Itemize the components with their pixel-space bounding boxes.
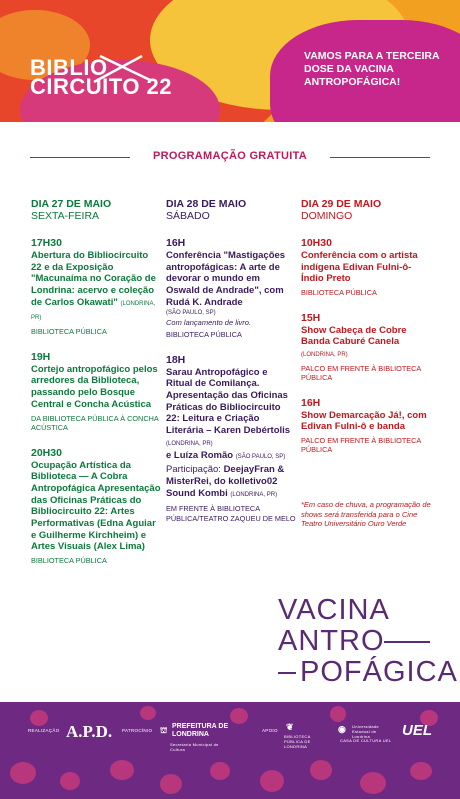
event-time: 20H30: [31, 446, 62, 459]
event-participation: [166, 464, 296, 501]
event-description: Show Demarcação Já!, com Edivan Fulni-ô e banda: [301, 409, 427, 433]
event-place: PALCO EM FRENTE À BIBLIOTECA PÚBLICA: [301, 363, 421, 383]
rain-note: *Em caso de chuva, a programação de shows será transferida para o Cine Teatro Universitário Ouro Verde: [301, 500, 431, 528]
footer-dot: [360, 772, 386, 794]
event-location-small: (LONDRINA, PR): [230, 491, 278, 498]
day-weekday: DOMINGO: [301, 210, 353, 222]
logo-line1: BIBLIO: [30, 55, 108, 80]
footer-dot: [210, 762, 230, 780]
event-description: Cortejo antropofágico pelos arredores da Biblioteca, passando pelo Bosque Central e Concha Acústica: [31, 363, 158, 410]
footer-dot: [310, 760, 332, 780]
day-date: DIA 28 DE MAIO: [166, 198, 247, 210]
crossed-lines-icon: [92, 52, 152, 84]
day-column-28: [166, 198, 296, 537]
footer-dot: [60, 772, 80, 790]
vacina-line2: ANTRO: [278, 625, 385, 657]
event-place: PALCO EM FRENTE À BIBLIOTECA PÚBLICA: [301, 435, 421, 455]
event-time: 18H: [166, 353, 186, 366]
event-description: [31, 250, 161, 324]
event-place: DA BIBLIOTECA PÚBLICA À CONCHA ACÚSTICA: [31, 413, 159, 433]
wordmark-rule: [384, 641, 430, 643]
footer-dot: [230, 708, 248, 724]
event: [31, 351, 161, 433]
prefeitura-logo: [172, 723, 228, 739]
footer-dot: [260, 770, 284, 792]
event-note: Com lançamento de livro.: [166, 317, 252, 327]
event-description: Conferência "Mastigações antropofágicas: A arte de devorar o mundo em Oswald de Andrade", com Rudá K. Andrade: [166, 250, 286, 308]
footer-dot: [10, 762, 36, 784]
prefeitura-line1: PREFEITURA DE: [172, 723, 229, 730]
day-column-27: [31, 198, 161, 580]
event-description: Conferência com o artista indígena Edivan Fulni-ô-Índio Preto: [301, 250, 418, 285]
event-place: EM FRENTE À BIBLIOTECA PÚBLICA/TEATRO ZAQUEU DE MELO: [166, 504, 296, 523]
event-location-small: (SÃO PAULO, SP): [235, 454, 286, 461]
event-time: 15H: [301, 311, 321, 324]
day-date: DIA 27 DE MAIO: [31, 198, 112, 210]
sponsors-footer: [0, 702, 460, 799]
footer-dot: [160, 774, 182, 794]
event-description-2: [166, 450, 296, 464]
apd-logo: A.P.D.: [66, 722, 113, 741]
header-banner: [0, 0, 460, 122]
secretaria-label: Secretaria Municipal de Cultura: [170, 742, 219, 752]
day-column-29: [301, 198, 431, 469]
prefeitura-line2: LONDRINA: [172, 731, 209, 738]
event: [31, 447, 161, 566]
logo-line2: CIRCUITO 22: [30, 74, 173, 99]
event-place: BIBLIOTECA PÚBLICA: [166, 330, 242, 340]
event-time: 16H: [301, 396, 321, 409]
event-description-text: e Luíza Romão: [166, 450, 234, 462]
patrocinio-label: PATROCÍNIO: [122, 728, 153, 733]
uel-logo: UEL: [402, 722, 432, 739]
universidade-label: Universidade Estadual de Londrina: [352, 724, 379, 739]
casa-cultura-label: CASA DE CULTURA UEL: [340, 738, 392, 743]
event-description-text: Sarau Antropofágico e Ritual de Comilança. Apresentação das Oficinas Práticas do Bibliocircuito 22: Leitura e Criação Literária – Karen Debértolis: [166, 366, 291, 437]
vacina-line1: VACINA: [278, 594, 390, 626]
event-location-small: (LONDRINA, PR): [166, 440, 213, 447]
event: [301, 312, 431, 383]
event-place: BIBLIOTECA PÚBLICA: [301, 288, 377, 298]
event-time: 19H: [31, 350, 51, 363]
event-location-small: (SÃO PAULO, SP): [166, 309, 216, 316]
event: [301, 237, 431, 298]
event-time: 10H30: [301, 237, 332, 249]
section-title: PROGRAMAÇÃO GRATUITA: [152, 150, 308, 162]
day-date: DIA 29 DE MAIO: [301, 198, 382, 210]
vacina-antropofagica-wordmark: [278, 594, 458, 689]
participation-names: DeejayFran & MisterRei, do kolletivo02 Sound Kombi: [166, 464, 285, 499]
event-place: BIBLIOTECA PÚBLICA: [31, 556, 107, 566]
event-location-small: (LONDRINA, PR): [31, 300, 156, 321]
participation-label: Participação:: [166, 464, 221, 476]
vacina-line3-row: [278, 656, 458, 689]
event-description: [166, 367, 296, 451]
footer-dot: [330, 706, 346, 722]
event-description: Ocupação Artística da Biblioteca — A Cobra Antropofágica Apresentação das Oficinas Práticas do Bibliocircuito 22: Artes Performativas (Edna Aguiar e Guilherme Kirchheim) e Artes Visuais (Alex Lima): [31, 459, 161, 553]
footer-dot: [140, 706, 156, 720]
biblioteca-label: BIBLIOTECA PÚBLICA DE LONDRINA: [284, 734, 311, 749]
event-place: BIBLIOTECA PÚBLICA: [31, 327, 107, 337]
prefeitura-icon: ⛫: [160, 726, 168, 735]
footer-dot: [30, 710, 48, 726]
event-description-text: Abertura do Bibliocircuito 22 e da Exposição "Macunaíma no Coração de Londrina: acervo e coleção de Carlos Okawati": [31, 250, 156, 308]
event: [166, 237, 296, 340]
event: [31, 237, 161, 337]
day-weekday: SEXTA-FEIRA: [31, 210, 100, 222]
casa-cultura-icon: ◉: [338, 724, 346, 734]
day-weekday: SÁBADO: [166, 210, 210, 222]
realizacao-label: REALIZAÇÃO: [28, 728, 60, 733]
footer-dot: [110, 760, 134, 780]
event: [166, 354, 296, 524]
banner-tagline: VAMOS PARA A TERCEIRA DOSE DA VACINA ANTROPOFÁGICA!: [304, 50, 440, 88]
vacina-line3: POFÁGICA: [300, 656, 458, 688]
divider: [330, 157, 430, 158]
wordmark-rule: [278, 672, 296, 674]
footer-dot: [410, 762, 432, 780]
event: [301, 397, 431, 455]
apoio-label: APOIO: [262, 728, 278, 733]
event-time: 17H30: [31, 237, 62, 249]
event-time: 16H: [166, 237, 186, 249]
event-location-small: (LONDRINA, PR): [301, 352, 348, 359]
event-description: Show Cabeça de Cobre Banda Caburé Canela: [301, 324, 407, 348]
biblioteca-icon: ❦: [286, 722, 294, 732]
vacina-line2-row: [278, 627, 438, 658]
section-title-row: [30, 148, 430, 168]
